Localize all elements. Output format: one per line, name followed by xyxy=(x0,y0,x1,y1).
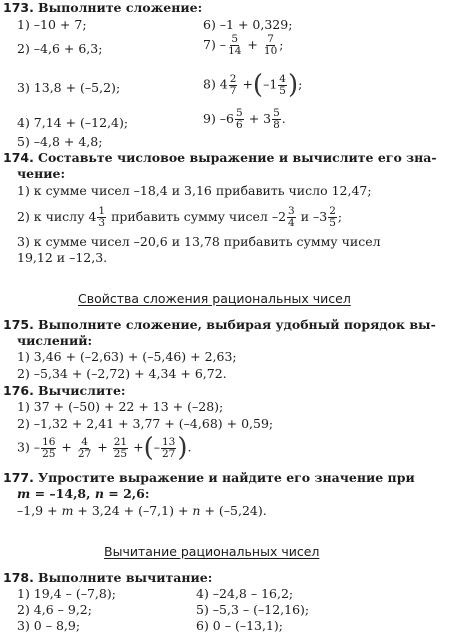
section-heading: Вычитание рациональных чисел xyxy=(104,544,320,559)
task-statement: Выполните сложение: xyxy=(38,0,203,15)
task-number: 174. xyxy=(3,150,34,165)
exercise-item: 1) –10 + 7; xyxy=(17,17,87,32)
task-statement: Выполните сложение, выбирая удобный порядок вы- xyxy=(38,317,436,332)
task-number: 178. xyxy=(3,570,34,585)
task-statement: Выполните вычитание: xyxy=(38,570,213,585)
task-number: 176. xyxy=(3,383,34,398)
exercise-item-fraction: 8) 4 $\frac{2}{7}$ +(–1 $\frac{4}{5}$ ); xyxy=(203,70,303,100)
exercise-item: 2) –4,6 + 6,3; xyxy=(17,41,103,56)
exercise-item-fraction: 9) –6 $\frac{5}{6}$ + 3 $\frac{5}{8}$ . xyxy=(203,107,286,131)
task-statement: Упростите выражение и найдите его значение при xyxy=(38,470,415,485)
exercise-item: 1) 37 + (–50) + 22 + 13 + (–28); xyxy=(17,399,224,414)
exercise-item: 1) 3,46 + (–2,63) + (–5,46) + 2,63; xyxy=(17,349,237,364)
task-statement: Составьте числовое выражение и вычислите его зна- xyxy=(38,150,437,165)
task-number: 175. xyxy=(3,317,34,332)
task-number: 177. xyxy=(3,470,34,485)
task-number: 173. xyxy=(3,0,34,15)
exercise-item: 3) 13,8 + (–5,2); xyxy=(17,80,121,95)
exercise-item: 6) 0 – (–13,1); xyxy=(196,618,283,633)
exercise-item: 6) –1 + 0,329; xyxy=(203,17,293,32)
exercise-item: 3) 0 – 8,9; xyxy=(17,618,81,633)
exercise-item-cont: 19,12 и –12,3. xyxy=(17,250,108,265)
exercise-item: 1) 19,4 – (–7,8); xyxy=(17,586,116,601)
exercise-item: 4) 7,14 + (–12,4); xyxy=(17,115,129,130)
task-statement-cont: числений: xyxy=(17,333,93,348)
section-heading: Свойства сложения рациональных чисел xyxy=(78,291,351,306)
exercise-item-fraction: 7) – $\frac{5}{14}$ + $\frac{7}{10}$ ; xyxy=(203,33,284,57)
exercise-item-fraction: 3) – $\frac{16}{25}$ + $\frac{4}{27}$ + $\frac{21}{25}$ +(– $\frac{13}{27}$ ). xyxy=(17,433,192,463)
exercise-item: 5) –4,8 + 4,8; xyxy=(17,134,103,149)
task-statement: Вычислите: xyxy=(38,383,126,398)
exercise-item: 3) к сумме чисел –20,6 и 13,78 прибавить сумму чисел xyxy=(17,234,381,249)
exercise-item: 5) –5,3 – (–12,16); xyxy=(196,602,310,617)
exercise-item: 2) –1,32 + 2,41 + 3,77 + (–4,68) + 0,59; xyxy=(17,416,274,431)
task-statement-cont: чение: xyxy=(17,166,66,181)
exercise-item: 2) –5,34 + (–2,72) + 4,34 + 6,72. xyxy=(17,366,227,381)
expression: –1,9 + m + 3,24 + (–7,1) + n + (–5,24). xyxy=(17,503,267,518)
task-statement-cont: m = –14,8, n = 2,6: xyxy=(17,486,150,501)
exercise-item: 2) 4,6 – 9,2; xyxy=(17,602,92,617)
exercise-item: 4) –24,8 – 16,2; xyxy=(196,586,294,601)
exercise-item: 1) к сумме чисел –18,4 и 3,16 прибавить число 12,47; xyxy=(17,183,372,198)
exercise-item-fraction: 2) к числу 4 $\frac{1}{3}$ прибавить сумму чисел –2 $\frac{3}{4}$ и –3 $\frac{2}{5}$ ; xyxy=(17,205,343,229)
